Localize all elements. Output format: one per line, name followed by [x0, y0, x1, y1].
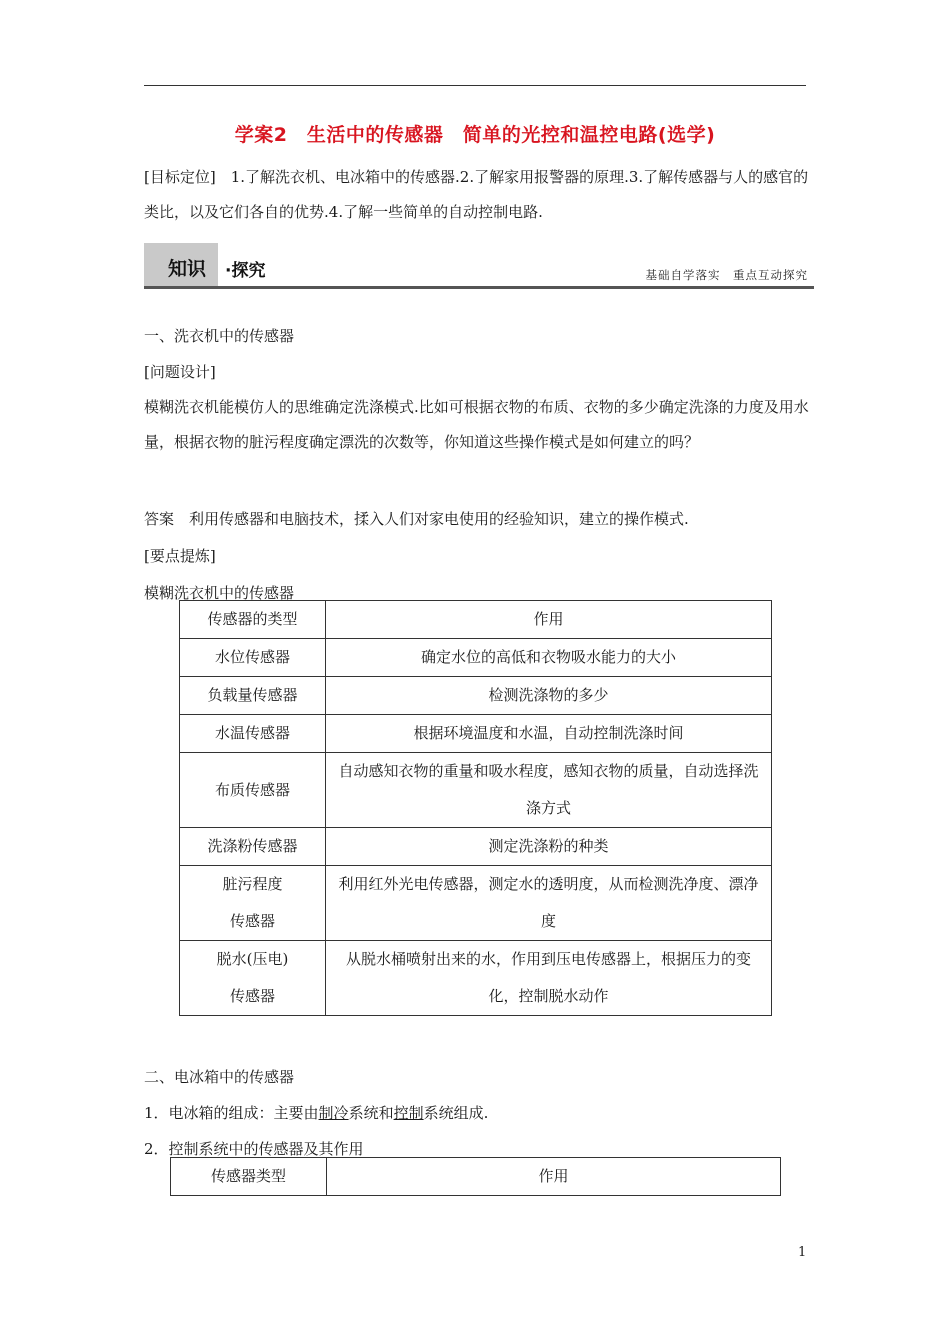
banner-right-text: 基础自学落实 重点互动探究	[645, 268, 808, 282]
sensor-function-cell: 利用红外光电传感器，测定水的透明度，从而检测洗净度、漂净度	[326, 866, 772, 941]
composition-suffix: 系统组成.	[423, 1104, 489, 1122]
sensor-function-cell: 自动感知衣物的重量和吸水程度，感知衣物的质量，自动选择洗涤方式	[326, 753, 772, 828]
table-header-row	[171, 1158, 781, 1196]
page-number: 1	[798, 1245, 807, 1260]
top-rule	[144, 85, 806, 86]
sensor-type-cell: 脏污程度传感器	[180, 866, 326, 941]
blank-control: 控制	[393, 1104, 424, 1122]
fridge-sensor-table	[170, 1157, 781, 1196]
sensor-function-cell: 测定洗涤粉的种类	[326, 828, 772, 866]
question-tag: [问题设计]	[144, 363, 216, 381]
goals-paragraph: [目标定位] 1.了解洗衣机、电冰箱中的传感器.2.了解家用报警器的原理.3.了解传感器与人的感官的类比，以及它们各自的优势.4.了解一些简单的自动控制电路.	[144, 168, 809, 221]
table-caption: 模糊洗衣机中的传感器	[144, 584, 295, 602]
sensor-function-cell: 根据环境温度和水温，自动控制洗涤时间	[326, 715, 772, 753]
table-row	[180, 753, 772, 828]
section1-heading: 一、洗衣机中的传感器	[144, 327, 295, 345]
washer-sensor-table	[179, 600, 772, 1016]
header-cell: 作用	[327, 1158, 781, 1196]
table-row	[180, 639, 772, 677]
table-row	[180, 941, 772, 1016]
banner-tab-title: 知识	[168, 258, 207, 280]
header-cell: 作用	[326, 601, 772, 639]
composition-prefix: 1．电冰箱的组成：主要由	[144, 1104, 319, 1122]
sensor-function-cell: 确定水位的高低和衣物吸水能力的大小	[326, 639, 772, 677]
table-row	[180, 715, 772, 753]
sensor-type-cell: 负载量传感器	[180, 677, 326, 715]
table-row	[180, 828, 772, 866]
header-cell: 传感器类型	[171, 1158, 327, 1196]
header-cell: 传感器的类型	[180, 601, 326, 639]
sensor-type-cell: 脱水(压电)传感器	[180, 941, 326, 1016]
page-title: 学案2 生活中的传感器 简单的光控和温控电路(选学)	[234, 124, 716, 146]
banner-tab-subtitle: ·探究	[225, 261, 266, 281]
points-tag: [要点提炼]	[144, 547, 216, 565]
table-row	[180, 677, 772, 715]
sensor-function-cell: 从脱水桶喷射出来的水，作用到压电传感器上，根据压力的变化，控制脱水动作	[326, 941, 772, 1016]
fridge-composition	[144, 1102, 488, 1123]
blank-refrigeration: 制冷	[318, 1104, 349, 1122]
sensor-type-cell: 洗涤粉传感器	[180, 828, 326, 866]
sensor-type-cell: 布质传感器	[180, 753, 326, 828]
banner-rule	[144, 286, 814, 289]
answer-paragraph: 答案 利用传感器和电脑技术，揉入人们对家电使用的经验知识，建立的操作模式.	[144, 510, 689, 528]
table-row	[180, 866, 772, 941]
sensor-type-cell: 水温传感器	[180, 715, 326, 753]
control-system-heading: 2．控制系统中的传感器及其作用	[144, 1140, 364, 1158]
composition-mid: 系统和	[348, 1104, 394, 1122]
table-header-row	[180, 601, 772, 639]
sensor-type-cell: 水位传感器	[180, 639, 326, 677]
section-banner	[144, 243, 814, 289]
question-paragraph: 模糊洗衣机能模仿人的思维确定洗涤模式.比如可根据衣物的布质、衣物的多少确定洗涤的力度及用水量，根据衣物的脏污程度确定漂洗的次数等，你知道这些操作模式是如何建立的吗？	[144, 398, 809, 451]
section2-heading: 二、电冰箱中的传感器	[144, 1068, 295, 1086]
sensor-function-cell: 检测洗涤物的多少	[326, 677, 772, 715]
